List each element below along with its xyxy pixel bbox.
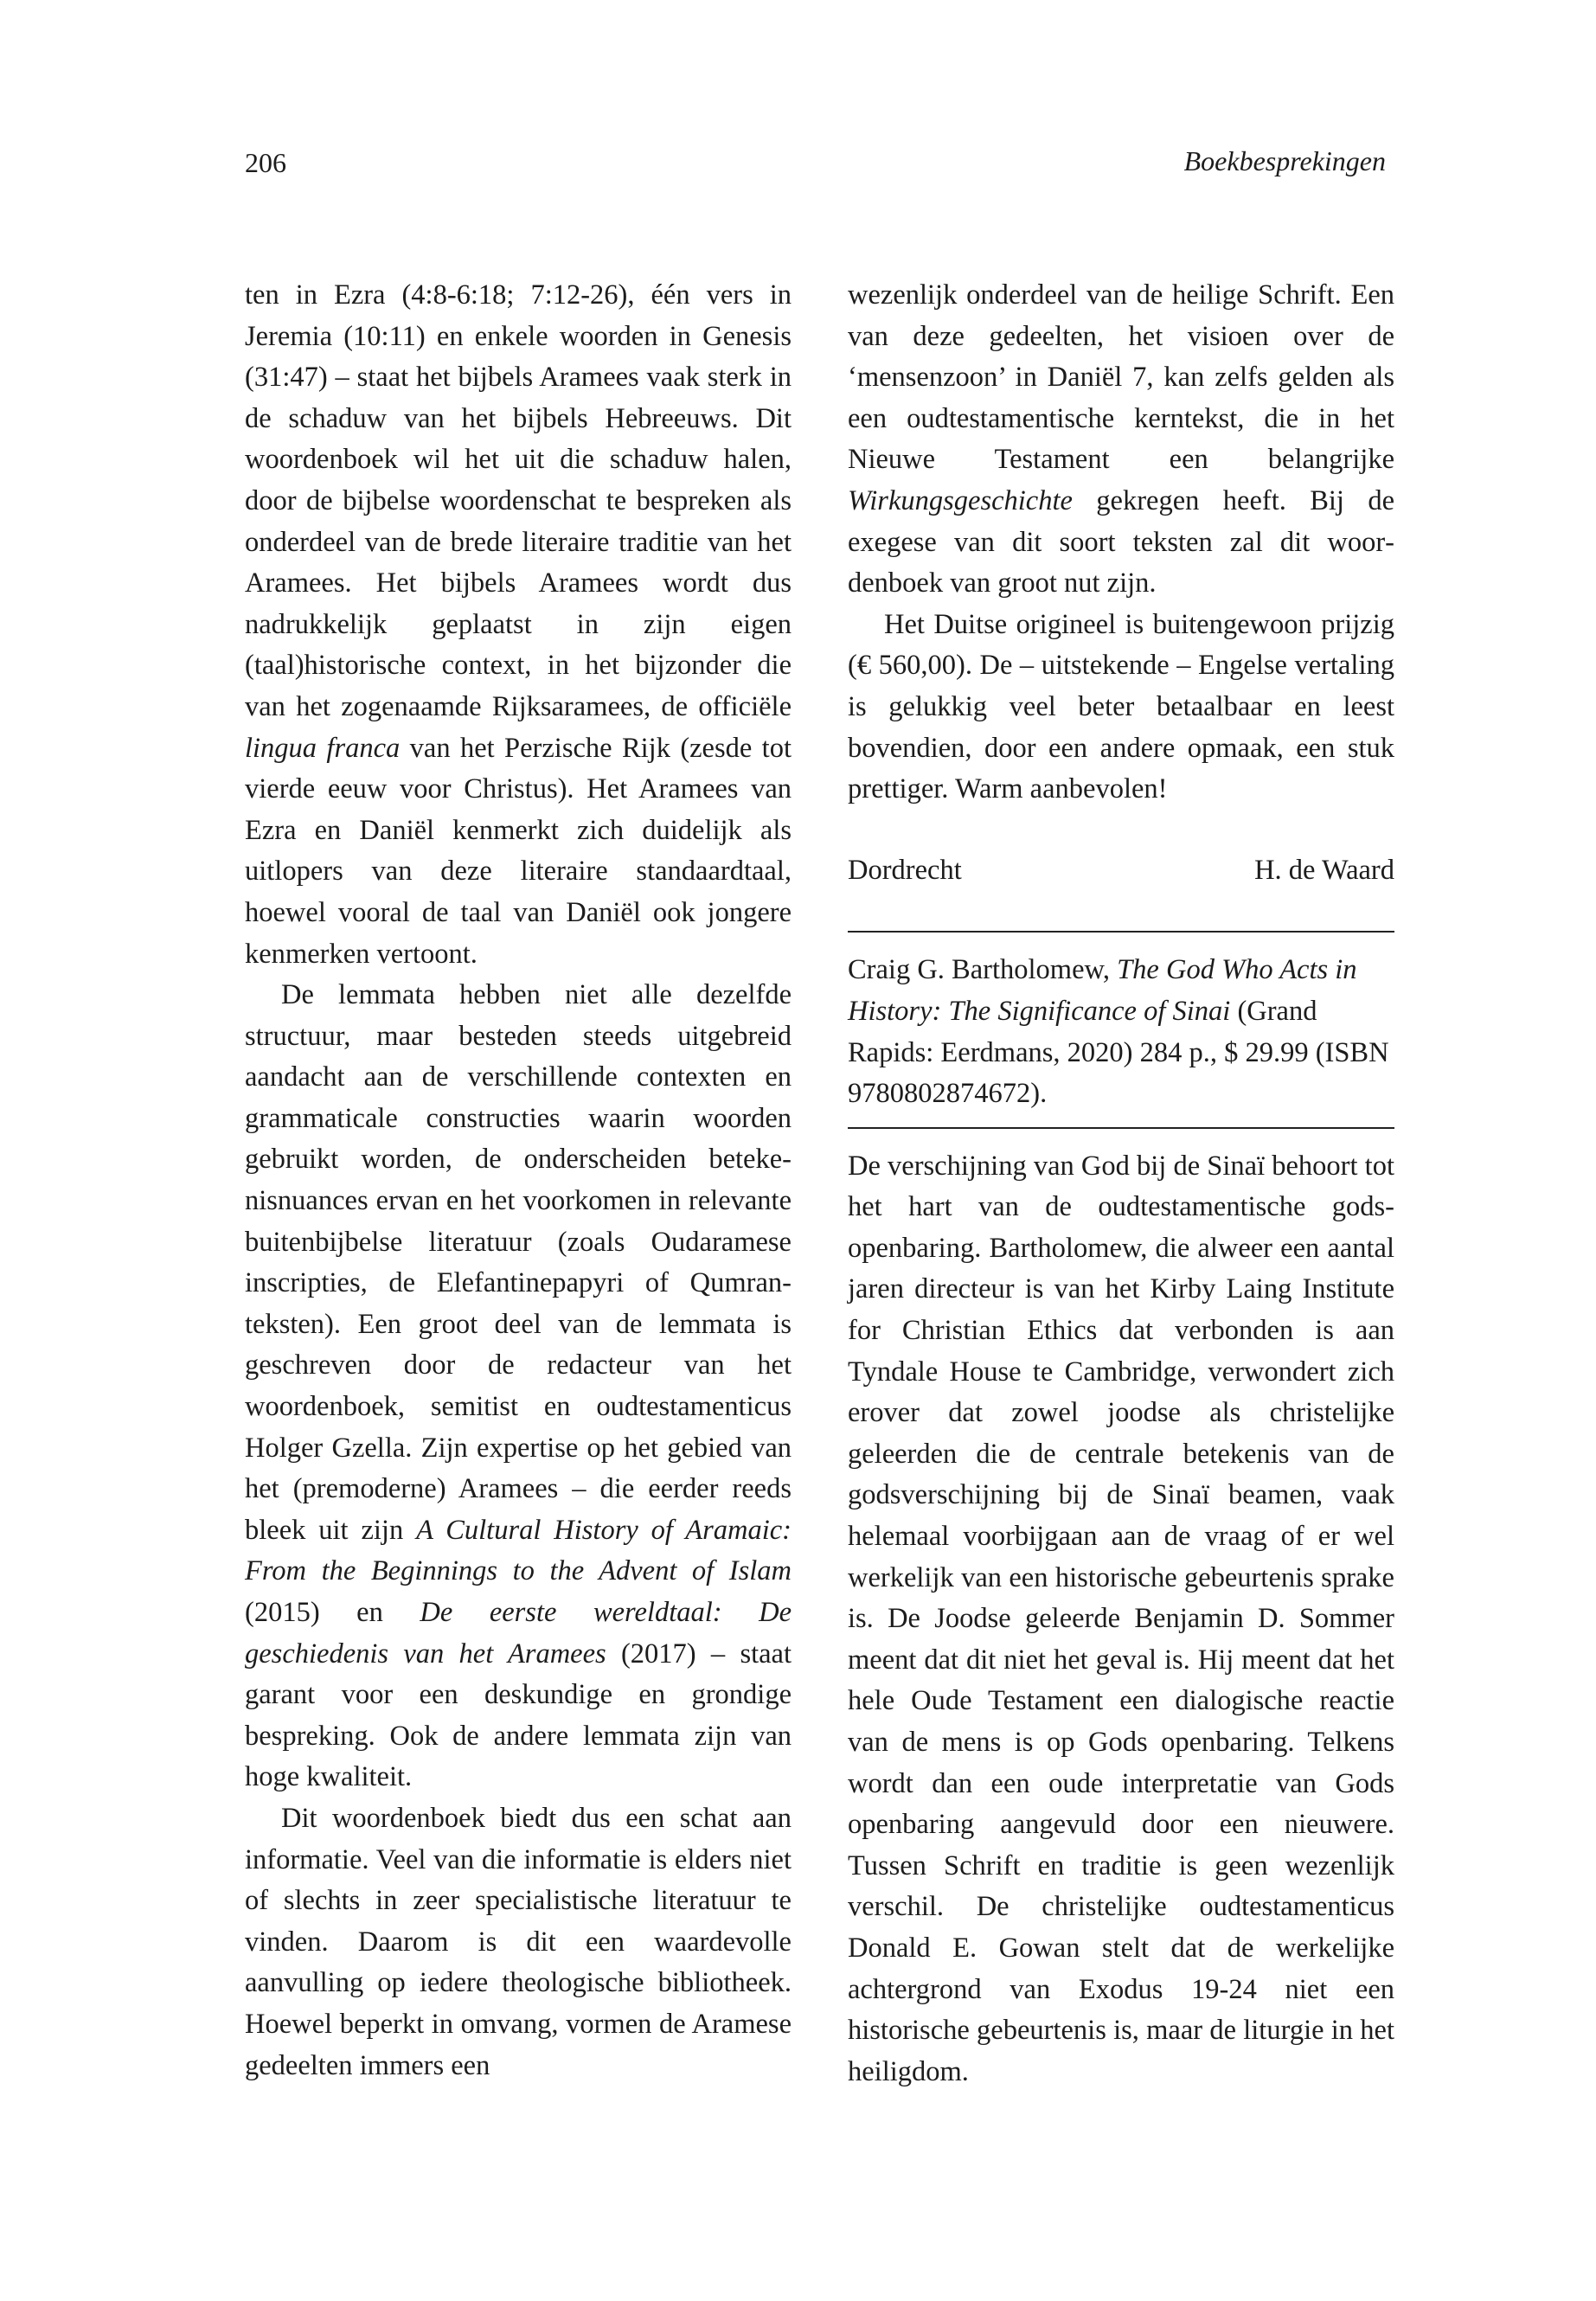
- signature-reviewer: H. de Waard: [1254, 854, 1394, 886]
- text-run: De lemmata hebben niet alle dezelfde structuur, maar besteden steeds uitgebreid aandacht aan de verschillende contexten en grammaticale constructies waarin woorden gebruikt worden, de onderscheiden betekenisnuances ervan en het voorkomen in relevante buitenbijbelse literatuur (zoals Oudaramese inscripties, de Elefantinepapyri of Qumran-teksten). Een groot deel van de lemmata is geschreven door de redacteur van het woordenboek, semitist en oudtestamenticus Holger Gzella. Zijn expertise op het gebied van het (premoderne) Aramees – die eerder reeds bleek uit zijn: [245, 979, 792, 1546]
- text-run: (2015) en: [245, 1597, 420, 1628]
- right-paragraph-3: De verschijning van God bij de Sinaï behoort tot het hart van de oudtestamentische godsopenbaring. Bartholomew, die alweer een aantal jaren directeur is van het Kirby Laing Institute for Christian Ethics dat verbonden is aan Tyndale House te Cambridge, verwondert zich erover dat zowel joodse als christelijke geleerden die de centrale betekenis van de godsverschijning bij de Sinaï beamen, vaak helemaal voorbijgaan aan de vraag of er wel werkelijk van een historische gebeurtenis sprake is. De Joodse geleerde Benjamin D. Sommer meent dat dit niet het geval is. Hij meent dat het hele Oude Testament een dialogische reactie van de mens is op Gods openbaring. Telkens wordt dan een oude interpretatie van Gods openbaring aangevuld door een nieuwere. Tussen Schrift en traditie is geen wezenlijk verschil. De christelijke oudtestamenticus Donald E. Gowan stelt dat de werkelijke achtergrond van Exodus 19-24 niet een historische gebeurtenis is, maar de liturgie in het heiligdom.: [848, 1150, 1394, 2087]
- right-paragraph-1: [848, 275, 1394, 605]
- running-head: Boekbesprekingen: [1183, 145, 1386, 176]
- citation-title: The God Who Acts in History: The Significance of Sinai: [848, 954, 1357, 1027]
- italic-term: Wirkungsgeschichte: [848, 484, 1073, 516]
- citation-details: (Grand Rapids: Eerdmans, 2020) 284 p., $ 29.99 (ISBN 9780802874672).: [848, 995, 1389, 1110]
- italic-book-title: A Cultural History of Aramaic: From the Beginnings to the Advent of Islam: [245, 1514, 792, 1587]
- text-run: wezenlijk onderdeel van de heilige Schrift. Een van deze gedeelten, het visioen over de ‘mensenzoon’ in Daniël 7, kan zelfs gelden als een oudtestamentische kerntekst, die in het Nieuwe Testament een belangrijke: [848, 279, 1394, 476]
- text-run: gekregen heeft. Bij de exegese van dit soort teksten zal dit woordenboek van groot nut zijn.: [848, 484, 1394, 599]
- left-column: [245, 275, 792, 2086]
- text-run: (2017) – staat garant voor een deskundige en grondige bespreking. Ook de andere lemmata zijn van hoge kwaliteit.: [245, 1638, 792, 1793]
- left-paragraph-1: [245, 275, 792, 975]
- text-run: van het Perzische Rijk (zesde tot vierde eeuw voor Christus). Het Aramees van Ezra en Daniël kenmerkt zich duidelijk als uitlopers van deze literaire standaardtaal, hoewel vooral de taal van Daniël ook jongere kenmerken vertoont.: [245, 732, 792, 970]
- italic-book-title: De eerste wereldtaal: De geschiedenis van het Aramees: [245, 1597, 792, 1670]
- divider-top: [848, 931, 1394, 933]
- left-paragraph-2: [245, 975, 792, 1798]
- italic-term: lingua franca: [245, 732, 401, 764]
- signature-place: Dordrecht: [848, 854, 962, 886]
- right-column: [848, 275, 1394, 2093]
- text-run: ten in Ezra (4:8-6:18; 7:12-26), één vers in Jeremia (10:11) en enkele woorden in Genesis (31:47) – staat het bijbels Aramees vaak sterk in de schaduw van het bijbels Hebreeuws. Dit woordenboek wil het uit die schaduw halen, door de bijbelse woordenschat te bespreken als onderdeel van de brede literaire traditie van het Aramees. Het bijbels Aramees wordt dus nadrukkelijk geplaatst in zijn eigen (taal)historische context, in het bijzonder die van het zogenaamde Rijksaramees, de officiële: [245, 279, 792, 722]
- right-paragraph-2: Het Duitse origineel is buitengewoon prijzig (€ 560,00). De – uitstekende – Engelse vertaling is gelukkig veel beter betaalbaar en leest bovendien, door een andere opmaak, een stuk prettiger. Warm aanbevolen!: [848, 608, 1394, 805]
- divider-bottom: [848, 1127, 1394, 1129]
- left-paragraph-3: Dit woordenboek biedt dus een schat aan informatie. Veel van die informatie is elders niet of slechts in zeer specialistische literatuur te vinden. Daarom is dit een waardevolle aanvulling op iedere theologische bibliotheek. Hoewel beperkt in omvang, vormen de Aramese gedeelten immers een: [245, 1802, 792, 2081]
- review-signature: [848, 850, 1394, 892]
- book-citation: [848, 950, 1394, 1114]
- page-number: 206: [245, 147, 286, 178]
- citation-author: Craig G. Bartholomew,: [848, 954, 1118, 986]
